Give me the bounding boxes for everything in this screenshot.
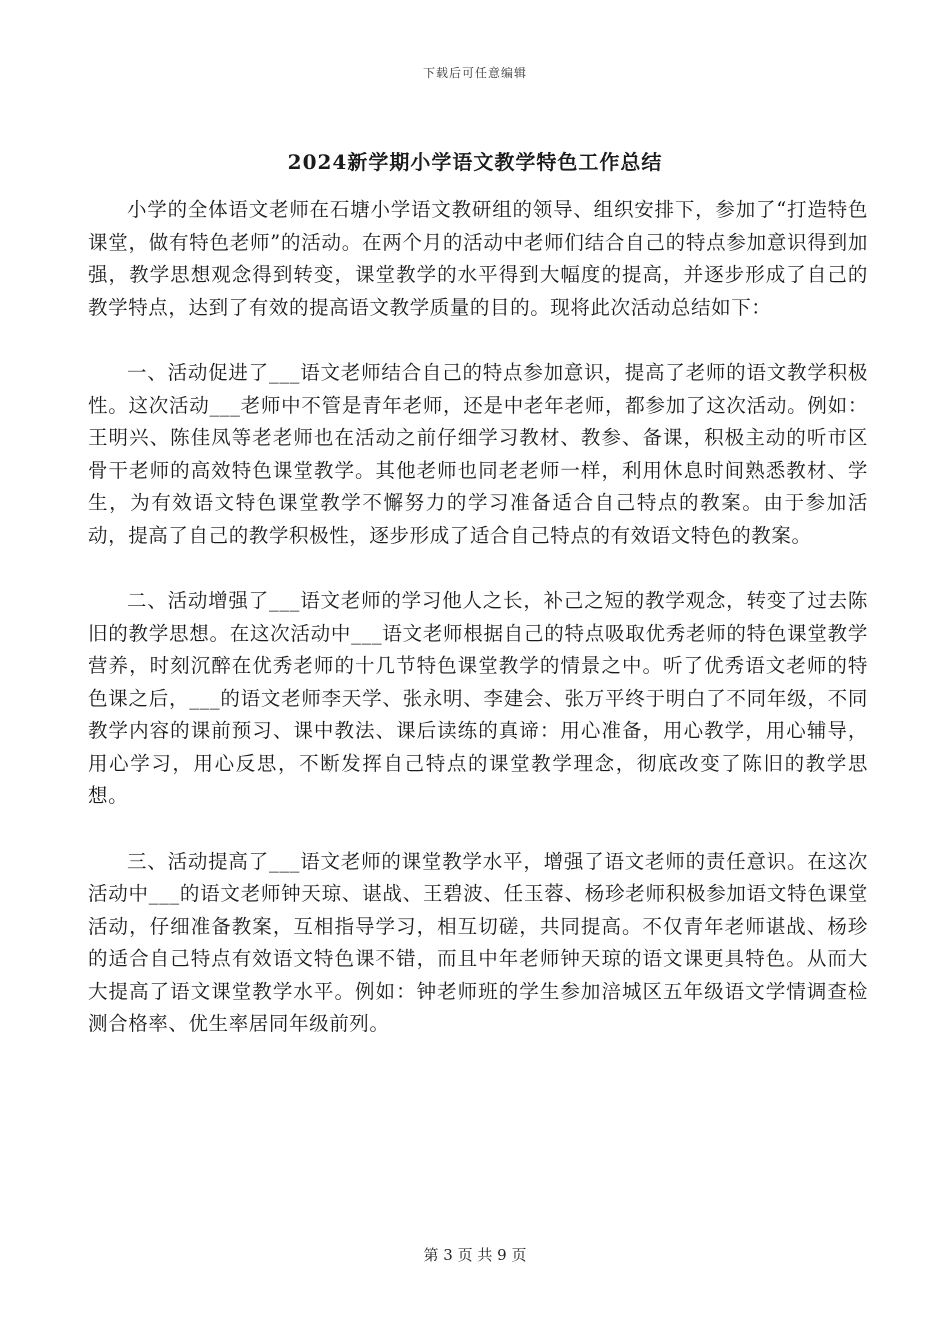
header-note: 下载后可任意编辑 — [422, 66, 527, 80]
page-number: 第 3 页 共 9 页 — [423, 1246, 527, 1264]
document-title: 2024新学期小学语文教学特色工作总结 — [287, 150, 663, 174]
paragraph-section-3: 三、活动提高了___语文老师的课堂教学水平，增强了语文老师的责任意识。在这次活动中___的语文老师钟天琼、谌战、王碧波、任玉蓉、杨珍老师积极参加语文特色课堂活动，仔细准备教案，互相指导学习，相互切磋，共同提高。不仅青年老师谌战、杨珍的适合自己特点有效语文特色课不错，而且中年老师钟天琼的语文课更具特色。从而大大提高了语文课堂教学水平。例如：钟老师班的学生参加涪城区五年级语文学情调查检测合格率、优生率居同年级前列。 — [88, 849, 868, 1035]
document-body — [88, 194, 868, 1041]
paragraph-intro: 小学的全体语文老师在石塘小学语文教研组的领导、组织安排下，参加了“打造特色课堂，做有特色老师”的活动。在两个月的活动中老师们结合自己的特点参加意识得到加强，教学思想观念得到转变，课堂教学的水平得到大幅度的提高，并逐步形成了自己的教学特点，达到了有效的提高语文教学质量的目的。现将此次活动总结如下： — [88, 198, 868, 319]
paragraph-section-1: 一、活动促进了___语文老师结合自己的特点参加意识，提高了老师的语文教学积极性。这次活动___老师中不管是青年老师，还是中老年老师，都参加了这次活动。例如：王明兴、陈佳凤等老老师也在活动之前仔细学习教材、教参、备课，积极主动的听市区骨干老师的高效特色课堂教学。其他老师也同老老师一样，利用休息时间熟悉教材、学生，为有效语文特色课堂教学不懈努力的学习准备适合自己特点的教案。由于参加活动，提高了自己的教学积极性，逐步形成了适合自己特点的有效语文特色的教案。 — [88, 361, 868, 547]
paragraph-section-2: 二、活动增强了___语文老师的学习他人之长，补己之短的教学观念，转变了过去陈旧的教学思想。在这次活动中___语文老师根据自己的特点吸取优秀老师的特色课堂教学营养，时刻沉醉在优秀老师的十几节特色课堂教学的情景之中。听了优秀语文老师的特色课之后，___的语文老师李天学、张永明、李建会、张万平终于明白了不同年级，不同教学内容的课前预习、课中教法、课后读练的真谛：用心准备，用心教学，用心辅导，用心学习，用心反思，不断发挥自己特点的课堂教学理念，彻底改变了陈旧的教学思想。 — [88, 589, 868, 807]
